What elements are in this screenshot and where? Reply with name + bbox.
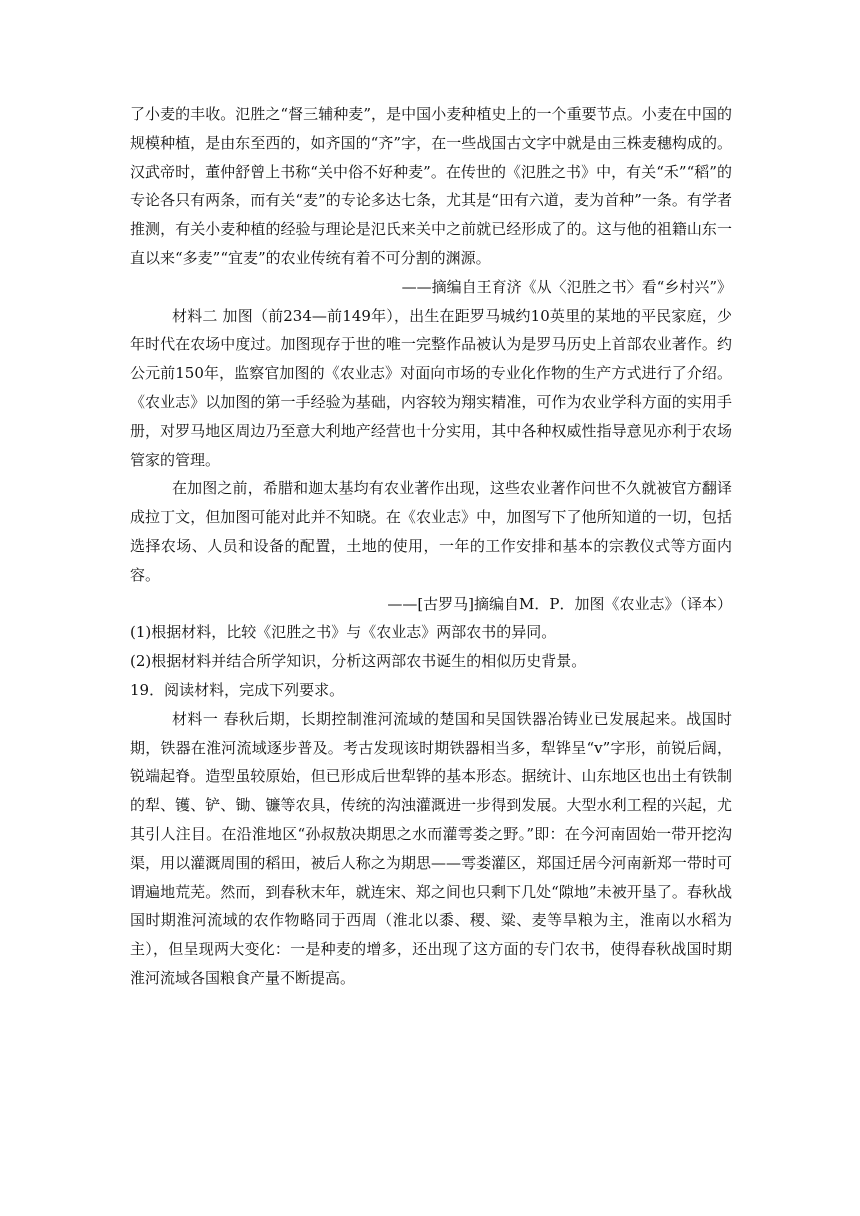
source-citation-two: ——[古罗马]摘编自M．P．加图《农业志》（译本）: [387, 594, 732, 613]
document-body: [130, 100, 732, 993]
question-19-heading: 19．阅读材料，完成下列要求。: [130, 680, 345, 699]
question-18-part-1: (1)根据材料，比较《氾胜之书》与《农业志》两部农书的异同。: [130, 623, 557, 642]
question-18-part-2: (2)根据材料并结合所学知识，分析这两部农书诞生的相似历史背景。: [130, 652, 587, 671]
paragraph-material-one-continued: 了小麦的丰收。氾胜之“督三辅种麦”，是中国小麦种植史上的一个重要节点。小麦在中国的规模种植，是由东至西的，如齐国的“齐”字，在一些战国古文字中就是由三株麦穗构成的。汉武帝时，董仲舒曾上书称“关中俗不好种麦”。在传世的《氾胜之书》中，有关“禾”“稻”的专论各只有两条，而有关“麦”的专论多达七条，尤其是“田有六道，麦为首种”一条。有学者推测，有关小麦种植的经验与理论是氾氏来关中之前就已经形成了的。这与他的祖籍山东一直以来“多麦”“宜麦”的农业传统有着不可分割的渊源。: [130, 105, 732, 267]
paragraph-material-two-continued: 在加图之前，希腊和迦太基均有农业著作出现，这些农业著作问世不久就被官方翻译成拉丁文，但加图可能对此并不知晓。在《农业志》中，加图写下了他所知道的一切，包括选择农场、人员和设备的配置，土地的使用，一年的工作安排和基本的宗教仪式等方面内容。: [130, 479, 732, 584]
paragraph-material-two: 材料二 加图（前234—前149年），出生在距罗马城约10英里的某地的平民家庭，少年时代在农场中度过。加图现存于世的唯一完整作品被认为是罗马历史上首部农业著作。约公元前150年，监察官加图的《农业志》对面向市场的专业化作物的生产方式进行了介绍。《农业志》以加图的第一手经验为基础，内容较为翔实精准，可作为农业学科方面的实用手册，对罗马地区周边乃至意大利地产经营也十分实用，其中各种权威性指导意见亦利于农场管家的管理。: [130, 306, 732, 469]
paragraph-q19-material-one: 材料一 春秋后期，长期控制淮河流域的楚国和吴国铁器冶铸业已发展起来。战国时期，铁器在淮河流域逐步普及。考古发现该时期铁器相当多，犁铧呈“v”字形，前锐后阔，锐端起脊。造型虽较原始，但已形成后世犁铧的基本形态。据统计、山东地区也出土有铁制的犁、镬、铲、锄、镰等农具，传统的沟浊灌溉进一步得到发展。大型水利工程的兴起，尤其引人注目。在沿淮地区“孙叔敖决期思之水而灌雩娄之野。”即：在今河南固始一带开挖沟渠，用以灌溉周围的稻田，被后人称之为期思——雩娄灌区，郑国迁居今河南新郑一带时可谓遍地荒芜。然而，到春秋末年，就连宋、郑之间也只剩下几处“隙地”未被开垦了。春秋战国时期淮河流域的农作物略同于西周（淮北以黍、稷、粱、麦等旱粮为主，淮南以水稻为主），但呈现两大变化：一是种麦的增多，还出现了这方面的专门农书，使得春秋战国时期淮河流域各国粮食产量不断提高。: [130, 709, 732, 987]
source-citation-one: ——摘编自王育济《从〈氾胜之书〉看“乡村兴”》: [401, 277, 732, 296]
